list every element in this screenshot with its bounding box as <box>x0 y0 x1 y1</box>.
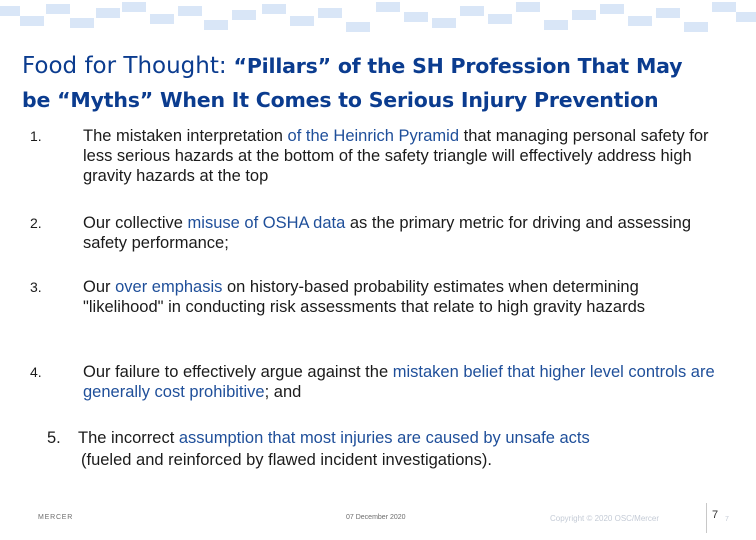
band-tile <box>432 18 456 28</box>
footer-date: 07 December 2020 <box>346 514 406 521</box>
item-text-part: The incorrect <box>78 429 179 447</box>
band-tile <box>46 4 70 14</box>
item-text-part: ; and <box>264 383 302 401</box>
band-tile <box>204 20 228 30</box>
band-tile <box>684 22 708 32</box>
band-tile <box>290 16 314 26</box>
list-item-5 <box>47 427 737 471</box>
item-text-part: on history-based probability estimates when determining "likelihood" in conducting risk assessments that relate to high gravity hazards <box>83 278 645 316</box>
item-text-part: Our failure to effectively argue against the <box>83 363 393 381</box>
band-tile <box>376 2 400 12</box>
band-tile <box>404 12 428 22</box>
band-tile <box>460 6 484 16</box>
band-tile <box>232 10 256 20</box>
band-tile <box>346 22 370 32</box>
item-text-part: that managing personal safety for less serious hazards at the bottom of the safety triangle will effectively address high gravity hazards at the top <box>83 127 709 185</box>
band-tile <box>262 4 286 14</box>
band-tile <box>544 20 568 30</box>
title-line-2: be “Myths” When It Comes to Serious Injury Prevention <box>22 88 659 112</box>
footer-divider <box>706 503 707 533</box>
item-highlight: of the Heinrich Pyramid <box>287 127 460 145</box>
band-tile <box>70 18 94 28</box>
band-tile <box>656 8 680 18</box>
band-tile <box>318 8 342 18</box>
band-tile <box>712 2 736 12</box>
band-tile <box>628 16 652 26</box>
band-tile <box>150 14 174 24</box>
item-highlight: over emphasis <box>115 278 223 296</box>
slide-title <box>22 50 752 117</box>
band-tile <box>20 16 44 26</box>
item-text <box>83 277 723 317</box>
item-number: 2. <box>30 215 42 231</box>
band-tile <box>178 6 202 16</box>
band-tile <box>96 8 120 18</box>
title-rest: “Pillars” of the SH Profession That May <box>226 54 683 78</box>
item-number: 4. <box>30 364 42 380</box>
item-text <box>83 126 723 186</box>
band-tile <box>572 10 596 20</box>
band-tile <box>0 6 20 16</box>
mercer-logo: MERCER <box>38 514 74 521</box>
item-number: 1. <box>30 128 42 144</box>
item-highlight: assumption that most injuries are caused by unsafe acts <box>178 429 590 447</box>
item-highlight: misuse of OSHA data <box>187 214 346 232</box>
footer-copyright: Copyright © 2020 OSC/Mercer <box>550 514 660 523</box>
footer-corner-number: 7 <box>725 516 729 523</box>
page-number: 7 <box>712 509 719 521</box>
title-line-1 <box>22 50 752 84</box>
band-tile <box>488 14 512 24</box>
band-tile <box>122 2 146 12</box>
band-tile <box>736 12 756 22</box>
title-lead: Food for Thought: <box>22 53 227 79</box>
item-text <box>83 362 723 402</box>
item-text-part: Our collective <box>83 214 188 232</box>
band-tile <box>600 4 624 14</box>
item-text-part: The mistaken interpretation <box>83 127 288 145</box>
item-text-part: Our <box>83 278 116 296</box>
item-highlight: mistaken belief that higher level controls are generally cost prohibitive <box>83 363 715 401</box>
band-tile <box>516 2 540 12</box>
item-text <box>83 213 723 253</box>
decorative-header-band <box>0 0 756 36</box>
item-text-continuation: (fueled and reinforced by flawed incident investigations). <box>81 451 492 469</box>
item-number: 3. <box>30 279 42 295</box>
item-number: 5. <box>47 429 61 447</box>
item-text-part: as the primary metric for driving and assessing safety performance; <box>83 214 692 252</box>
